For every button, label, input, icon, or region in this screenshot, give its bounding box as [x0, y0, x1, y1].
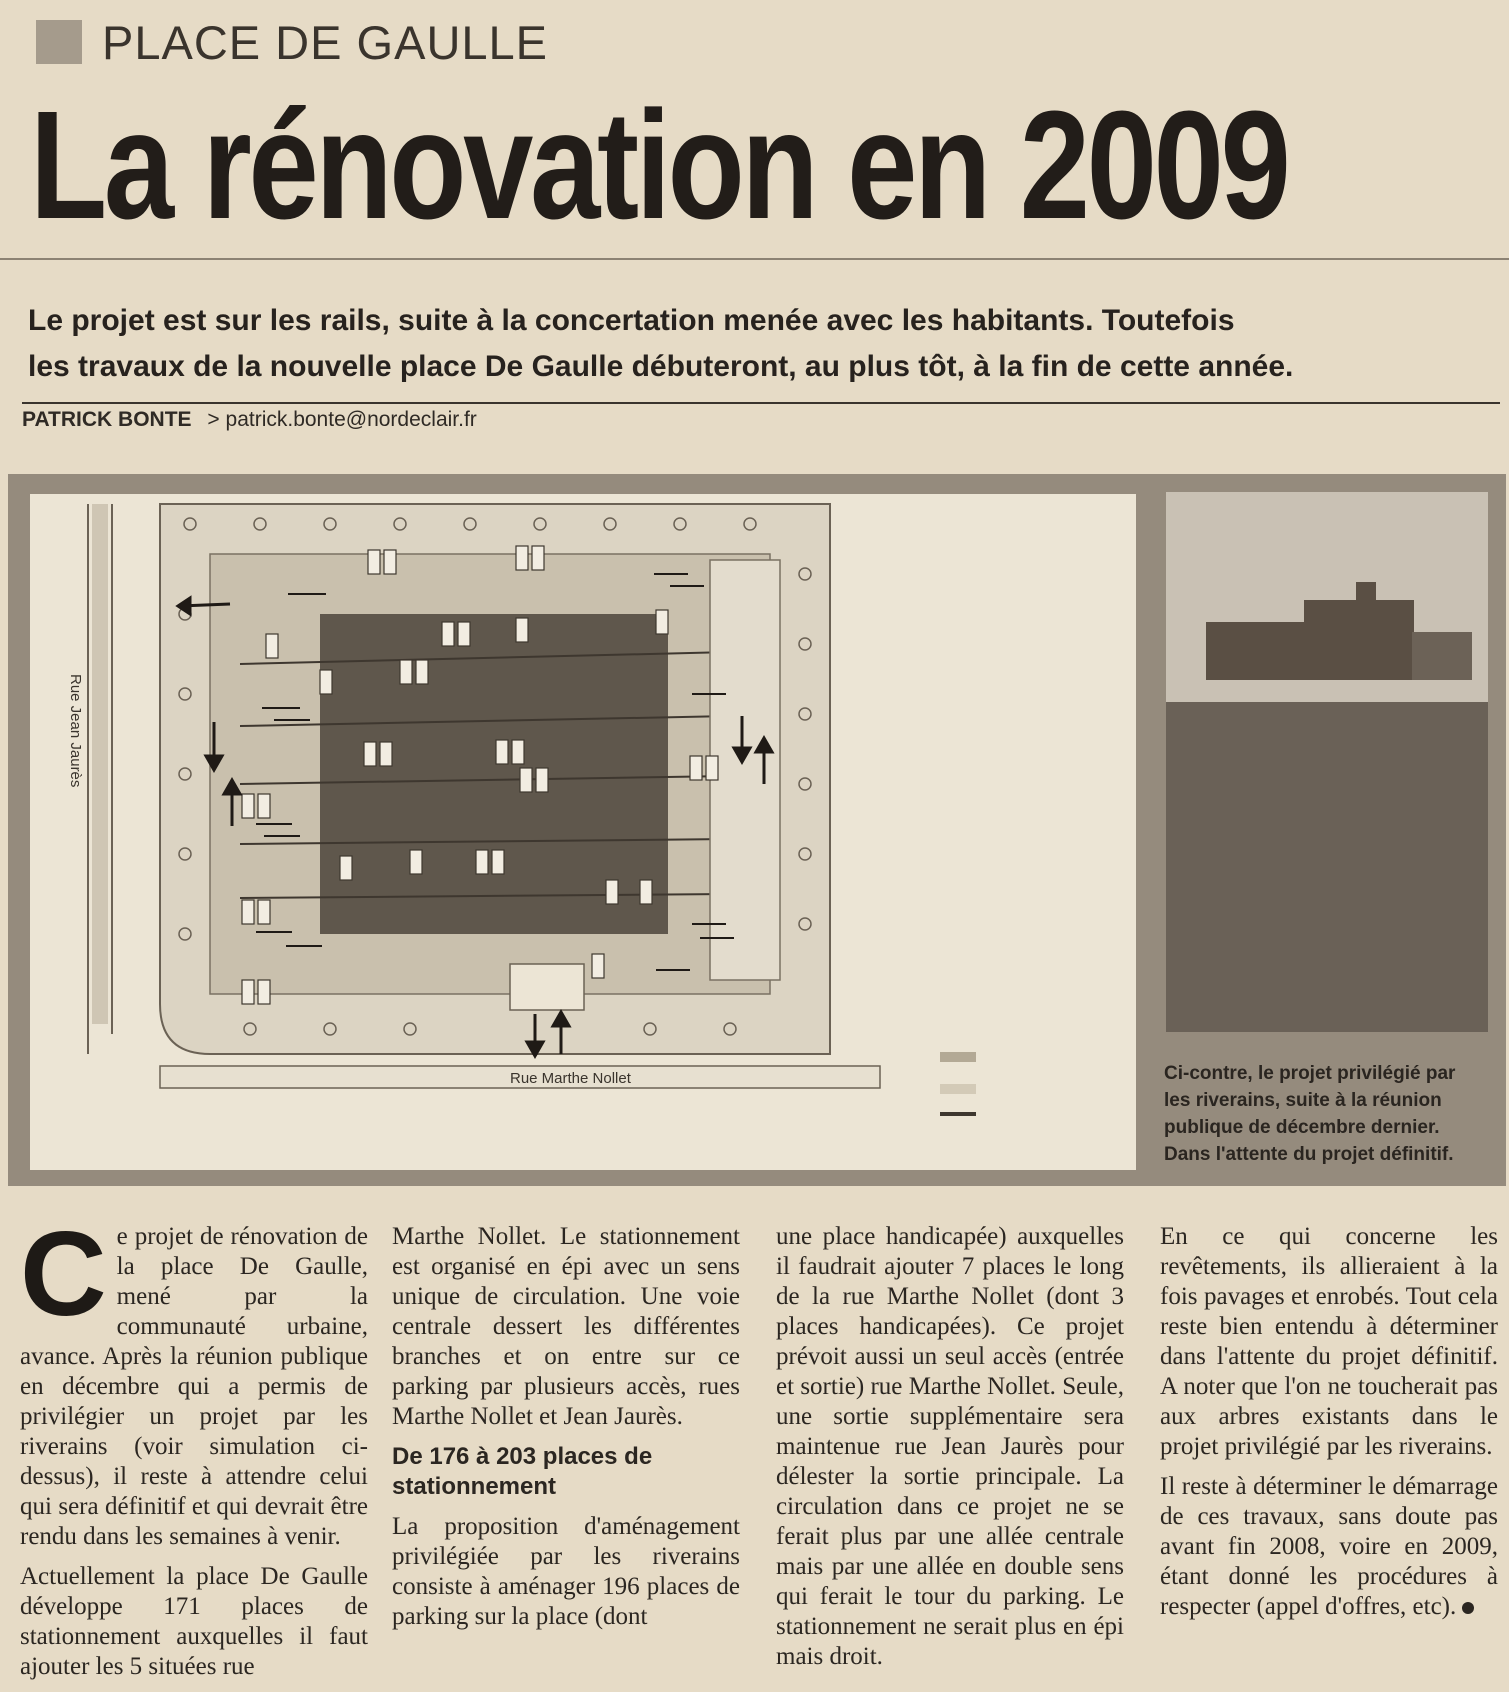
- standfirst: [28, 298, 1498, 390]
- article-paragraph: une place handicapée) auxquelles il faudrait ajouter 7 places le long de la rue Marthe Nollet (dont 3 places handicapées). Ce projet prévoit aussi un seul accès (entrée et sortie) rue Marthe Nollet. Seule, une sortie supplémentaire sera maintenue rue Jean Jaurès pour délester la sortie principale. La circulation dans ce projet ne se ferait plus par une allée centrale mais par une allée en double sens qui ferait le tour du parking. Le stationnement ne serait plus en épi mais droit.: [776, 1223, 1124, 1670]
- standfirst-line-2: les travaux de la nouvelle place De Gaulle débuteront, au plus tôt, à la fin de cette année.: [28, 350, 1294, 383]
- end-bullet-icon: [1462, 1602, 1474, 1614]
- article-column-3: [776, 1222, 1124, 1682]
- article-paragraph: Marthe Nollet. Le stationnement est organisé en épi avec un sens unique de circulation. Une voie centrale dessert les différentes branches et on entre sur ce parking par plusieurs accès, rues Marthe Nollet et Jean Jaurès.: [392, 1223, 740, 1430]
- byline-email: patrick.bonte@nordeclair.fr: [225, 408, 477, 431]
- site-plan: [30, 494, 1136, 1170]
- article-column-2: [392, 1222, 740, 1642]
- article-paragraph: Actuellement la place De Gaulle développe 171 places de stationnement auxquelles il faut ajouter les 5 situées rue: [20, 1563, 368, 1680]
- site-photo: [1166, 492, 1488, 1032]
- kicker-text: PLACE DE GAULLE: [102, 15, 549, 69]
- byline-separator: >: [207, 408, 220, 431]
- kicker-square-icon: [36, 20, 82, 64]
- dropcap: C: [20, 1207, 107, 1341]
- headline: La rénovation en 2009: [30, 79, 1288, 251]
- site-plan-drawing: [30, 494, 1136, 1170]
- article-paragraph: Il reste à déterminer le démarrage de ces travaux, sans doute pas avant fin 2008, voire en 2009, étant donné les procédures à respecter (appel d'offres, etc).: [1160, 1473, 1498, 1620]
- street-label-left: Rue Jean Jaurès: [67, 674, 84, 788]
- article-subhead: De 176 à 203 places de stationnement: [392, 1443, 653, 1500]
- byline: [22, 408, 477, 432]
- article-paragraph: En ce qui concerne les revêtements, ils allieraient à la fois pavages et enrobés. Tout cela reste bien entendu à déterminer dans l'attente du projet définitif. A noter que l'on ne toucherait pas aux arbres existants dans le projet privilégié par les riverains.: [1160, 1223, 1498, 1460]
- article-column-1: [20, 1207, 368, 1692]
- standfirst-line-1: Le projet est sur les rails, suite à la concertation menée avec les habitants. Toutefois: [28, 304, 1235, 337]
- figure-caption: Ci-contre, le projet privilégié par les riverains, suite à la réunion publique de décembre dernier. Dans l'attente du projet définitif.: [1164, 1063, 1456, 1165]
- header-divider: [0, 258, 1509, 260]
- article-paragraph: La proposition d'aménagement privilégiée par les riverains consiste à aménager 196 places de parking sur la place (dont: [392, 1513, 740, 1630]
- byline-divider: [22, 402, 1500, 404]
- article-column-4: [1160, 1222, 1498, 1632]
- byline-author: PATRICK BONTE: [22, 408, 192, 431]
- section-kicker: [36, 14, 548, 70]
- article-paragraph: e projet de rénovation de la place De Gaulle, mené par la communauté urbaine, avance. Après la réunion publique en décembre qui a permis de privilégier un projet par les riverains (voir simulation ci-dessus), il reste à attendre celui qui sera définitif et qui devrait être rendu dans les semaines à venir.: [20, 1223, 368, 1550]
- street-label-bottom: Rue Marthe Nollet: [510, 1070, 631, 1087]
